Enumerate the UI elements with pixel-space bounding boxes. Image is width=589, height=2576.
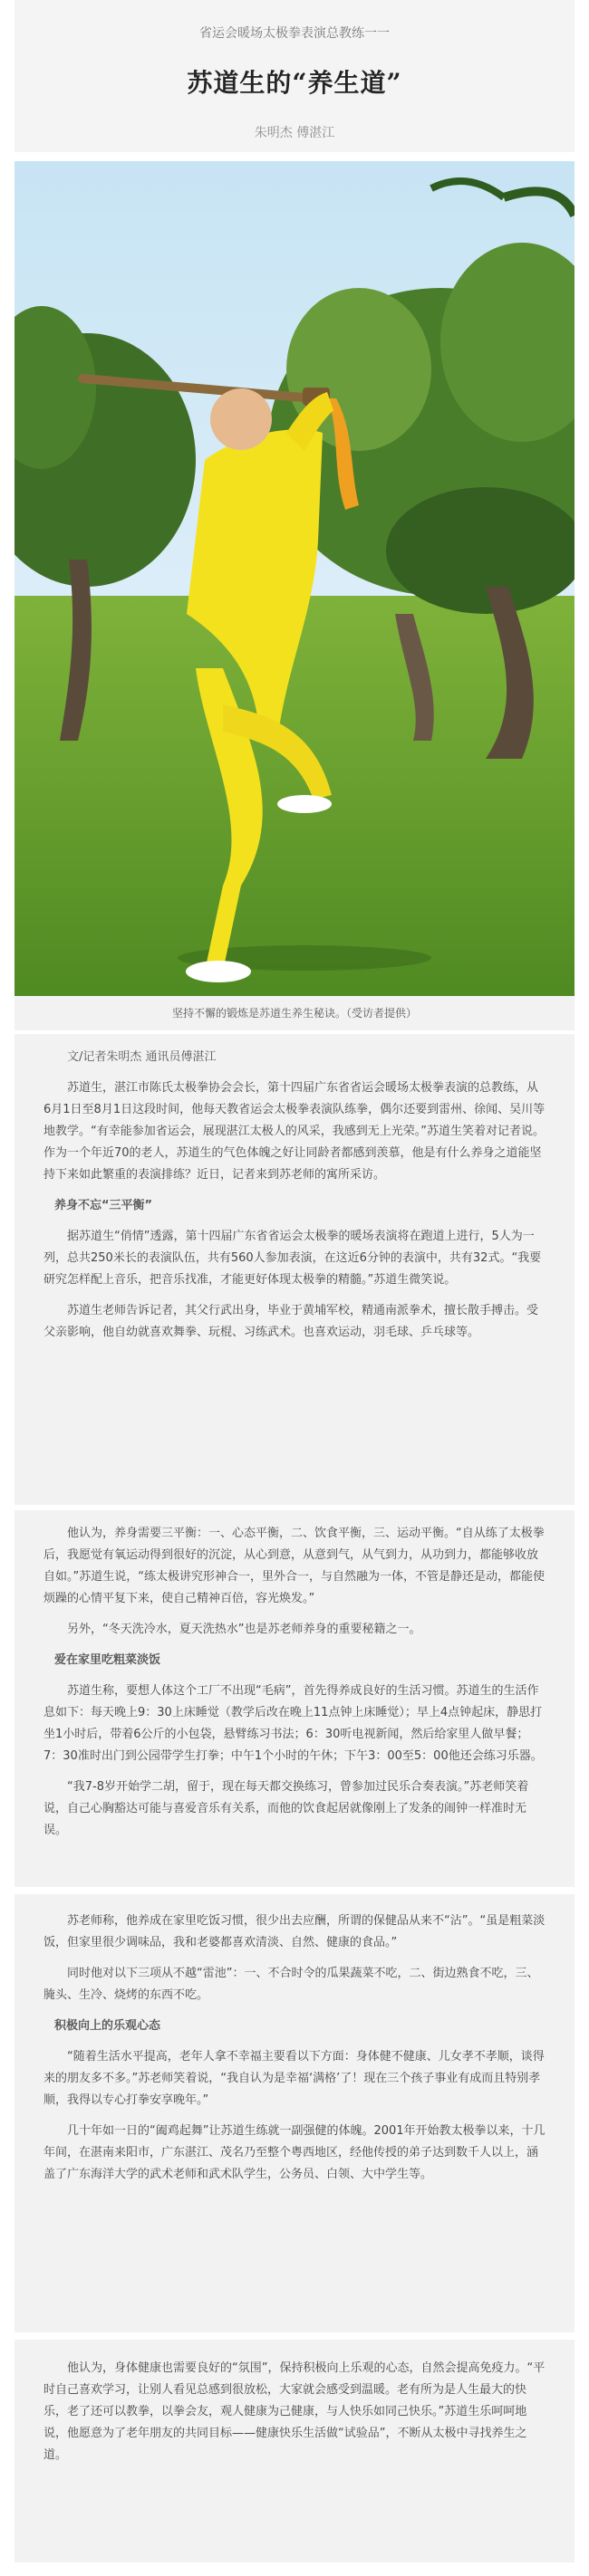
section-heading: 爱在家里吃粗菜淡饭 — [54, 1653, 161, 1667]
article-header — [14, 0, 575, 152]
paragraph: 同时他对以下三项从不越“雷池”：一、不合时令的瓜果蔬菜不吃，二、街边熟食不吃，三、腌头、生冷、烧烤的东西不吃。 — [43, 1967, 539, 2002]
paragraph: 苏道生老师告诉记者，其父行武出身，毕业于黄埔军校，精通南派拳术，擅长散手搏击。受父亲影响，他自幼就喜欢舞拳、玩棍、习练武术。也喜欢运动，羽毛球、乒乓球等。 — [43, 1304, 539, 1339]
section-heading: 养身不忘“三平衡” — [54, 1199, 153, 1212]
paragraph: 几十年如一日的“阖鸡起舞”让苏道生练就一副强健的体魄。2001年开始教太极拳以来，十几年间，在湛南来阳市，广东湛江、茂名乃至整个粤西地区，经他传授的弟子达到数千人以上，涵盖了广东海洋大学的武术老师和武术队学生，公务员、白领、大中学生等。 — [43, 2124, 546, 2181]
paragraph: “我7-8岁开始学二胡，留于，现在每天都交换练习，曾参加过民乐合奏表演。”苏老师笑着说，自己心胸豁达可能与喜爱音乐有关系，而他的饮食起居就像刚上了发条的闹钟一样准时无误。 — [43, 1780, 529, 1837]
paragraph: 苏道生，湛江市陈氏太极拳协会会长，第十四届广东省省运会暖场太极拳表演的总教练，从6月1日至8月1日这段时间，他每天教省运会太极拳表演队练拳，偶尔还要到雷州、徐闻、吴川等地教学。“有幸能参加省运会，展现湛江太极人的风采，我感到无上光荣。”苏道生笑着对记者说。作为一个年近70的老人，苏道生的气色体魄之好让同龄者都感到羡慕，他是有什么养身之道能坚持下来如此繁重的表演排练？近日，记者来到苏老师的寓所采访。 — [43, 1081, 546, 1182]
paragraph: 据苏道生“俏情”透露，第十四届广东省省运会太极拳的暖场表演将在跑道上进行，5人为一列，总共250米长的表演队伍，共有560人参加表演，在这近6分钟的表演中，共有32式。“我要研究怎样配上音乐，把音乐找准，才能更好体现太极拳的精髓。”苏道生微笑说。 — [43, 1230, 542, 1287]
paragraph: “随着生活水平提高，老年人拿不幸福主要看以下方面：身体健不健康、儿女孝不孝顺，谈得来的朋友多不多。”苏老师笑着说，“我自认为是幸福‘满格’了！现在三个孩子事业有成而且特别孝顺，我得以专心打拳安享晚年。” — [43, 2050, 545, 2107]
tai-chi-photo — [14, 161, 575, 996]
byline: 朱明杰 傅湛江 — [254, 126, 335, 140]
article-section-4 — [14, 2340, 575, 2562]
article-photo — [14, 161, 575, 996]
paragraph: 他认为，身体健康也需要良好的“氛围”，保持积极向上乐观的心态，自然会提高免疫力。“平时自己喜欢学习，让别人看见总感到很放松，大家就会感受到温暖。老有所为是人生最大的快乐，老了还可以教拳，以拳会友，观人健康为己健康，与人快乐如同己快乐。”苏道生乐呵呵地说，他愿意为了老年朋友的共同目标——健康快乐生活做“试验品”，不断从太极中寻找养生之道。 — [43, 2361, 546, 2462]
paragraph: 苏老师称，他养成在家里吃饭习惯，很少出去应酬，所谓的保健品从来不“沾”。“虽是粗菜淡饭，但家里很少调味品，我和老婆都喜欢清淡、自然、健康的食品。” — [43, 1914, 546, 1949]
page-title: 苏道生的“养生道” — [187, 68, 402, 98]
paragraph: 他认为，养身需要三平衡：一、心态平衡，二、饮食平衡，三、运动平衡。“自从练了太极拳后，我愿觉有氧运动得到很好的沉淀，从心到意，从意到气，从气到力，从功到力，都能够收放自如。”苏道生说，“练太极讲究形神合一，里外合一，与自然融为一体，不管是静还是动，都能使烦躁的心情平复下来，使自己精神百倍，容光焕发。” — [43, 1527, 545, 1605]
author-line: 文/记者朱明杰 通讯员傅湛江 — [67, 1050, 217, 1064]
photo-caption: 坚持不懈的锻炼是苏道生养生秘诀。（受访者提供） — [14, 996, 575, 1030]
section-heading: 积极向上的乐观心态 — [54, 2019, 161, 2033]
paragraph: 苏道生称，要想人体这个工厂不出现“毛病”，首先得养成良好的生活习惯。苏道生的生活作息如下：每天晚上9：30上床睡觉（教学后改在晚上11点钟上床睡觉）；早上4点钟起床，静思打坐1小时后，带着6公斤的小包袋，悬臂练习书法；6：30听电视新闻，然后给家里人做早餐；7：30准时出门到公园带学生打拳；中午1个小时的午休；下午3：00至5：00他还会练习乐器。 — [43, 1684, 543, 1763]
article-section-3 — [14, 1894, 575, 2332]
article-section-1 — [14, 1034, 575, 1505]
kicker: 省运会暖场太极拳表演总教练一一 — [199, 26, 390, 41]
paragraph: 另外，“冬天洗冷水，夏天洗热水”也是苏老师养身的重要秘籍之一。 — [67, 1623, 421, 1636]
article-section-2 — [14, 1510, 575, 1887]
